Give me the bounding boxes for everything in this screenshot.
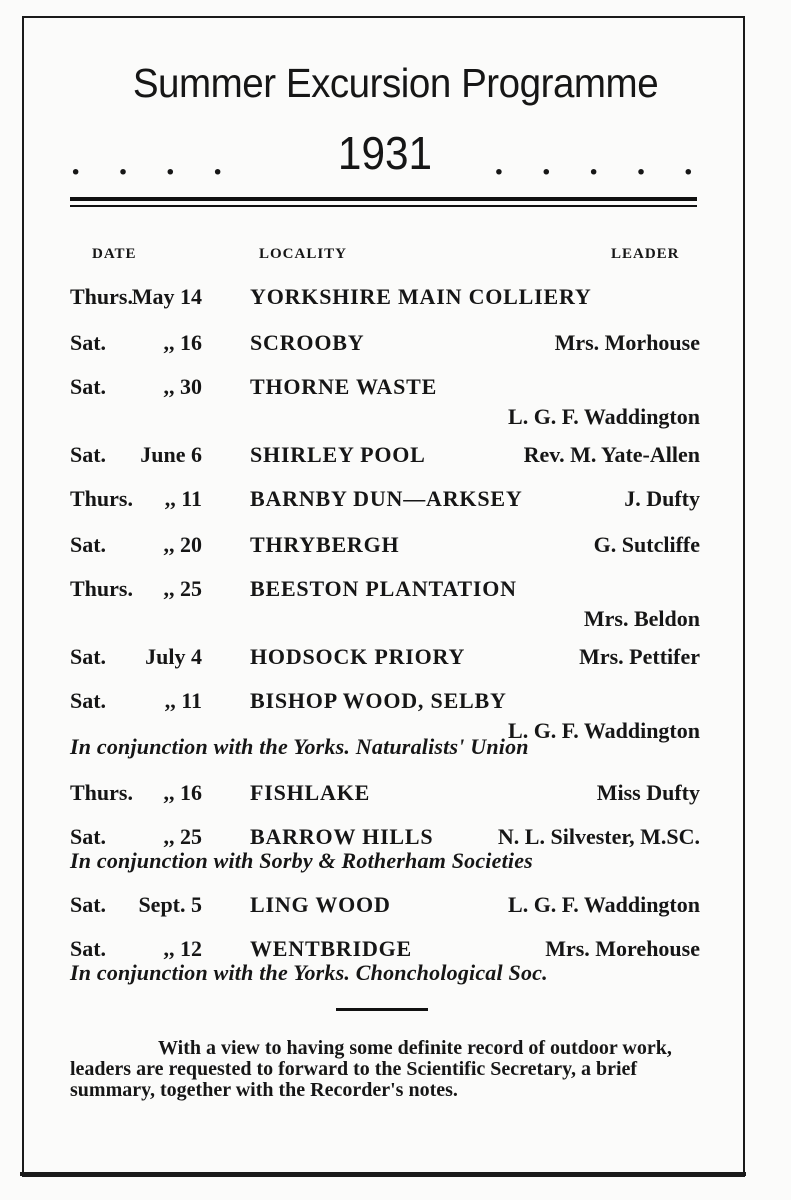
dot-leader-right: ····· — [493, 154, 730, 191]
row-leader: L. G. F. Waddington — [508, 404, 700, 429]
year: 1931 — [337, 127, 433, 179]
row-locality: LING WOOD — [250, 892, 391, 917]
row-day: Thurs. — [70, 780, 133, 805]
row-locality: FISHLAKE — [250, 780, 371, 805]
row-locality: BARNBY DUN—ARKSEY — [250, 486, 523, 511]
row-date: May 14 — [131, 284, 202, 309]
row-locality: WENTBRIDGE — [250, 936, 413, 961]
row-date: Sept. 5 — [138, 892, 202, 917]
column-header-leader: LEADER — [611, 246, 680, 262]
row-locality: HODSOCK PRIORY — [250, 644, 466, 669]
row-date: ,, 11 — [164, 486, 202, 511]
row-locality: THORNE WASTE — [250, 374, 438, 399]
row-leader: Mrs. Beldon — [583, 606, 700, 631]
row-day: Sat. — [70, 532, 107, 557]
row-leader: Mrs. Pettifer — [579, 644, 700, 669]
row-locality: THRYBERGH — [250, 532, 400, 557]
row-leader: L. G. F. Waddington — [508, 892, 700, 917]
double-rule-top — [70, 197, 697, 201]
row-locality: SHIRLEY POOL — [250, 442, 426, 467]
row-day: Thurs. — [70, 486, 133, 511]
row-date: ,, 25 — [163, 576, 202, 601]
row-leader: Miss Dufty — [596, 780, 700, 805]
year-row — [70, 126, 730, 191]
row-day: Thurs. — [70, 576, 133, 601]
row-day: Sat. — [70, 442, 107, 467]
row-day: Sat. — [70, 644, 107, 669]
bottom-border — [20, 1172, 746, 1176]
row-date: ,, 20 — [163, 532, 202, 557]
row-date: ,, 16 — [163, 330, 202, 355]
row-date: ,, 16 — [163, 780, 202, 805]
section-divider — [336, 1008, 428, 1011]
row-note: In conjunction with the Yorks. Naturalists' Union — [70, 734, 529, 759]
row-leader: Mrs. Morhouse — [554, 330, 700, 355]
row-locality: BISHOP WOOD, SELBY — [250, 688, 507, 713]
row-day: Sat. — [70, 824, 107, 849]
row-date: July 4 — [145, 644, 202, 669]
row-day: Sat. — [70, 374, 107, 399]
row-locality: YORKSHIRE MAIN COLLIERY — [250, 284, 592, 309]
row-date: ,, 12 — [163, 936, 202, 961]
row-date: ,, 11 — [164, 688, 202, 713]
row-day: Sat. — [70, 892, 107, 917]
row-locality: BEESTON PLANTATION — [250, 576, 517, 601]
row-day: Sat. — [70, 330, 107, 355]
column-header-locality: LOCALITY — [259, 246, 348, 262]
footer-note — [70, 1038, 702, 1101]
row-date: ,, 30 — [163, 374, 202, 399]
row-note: In conjunction with the Yorks. Chonchological Soc. — [70, 960, 548, 985]
row-leader: N. L. Silvester, M.SC. — [497, 824, 700, 849]
row-day: Sat. — [70, 688, 107, 713]
row-leader: L. G. F. Waddington — [508, 718, 700, 743]
row-leader: G. Sutcliffe — [593, 532, 700, 557]
row-leader: Rev. M. Yate-Allen — [523, 442, 700, 467]
row-leader: Mrs. Morehouse — [545, 936, 700, 961]
row-day: Sat. — [70, 936, 107, 961]
row-locality: SCROOBY — [250, 330, 365, 355]
row-locality: BARROW HILLS — [250, 824, 434, 849]
footer-text: With a view to having some definite record of outdoor work, leaders are requested to forward to the Scientific Secretary, a brief summary, together with the Recorder's notes. — [70, 1037, 672, 1101]
dot-leader-left: ···· — [70, 154, 260, 191]
row-date: June 6 — [140, 442, 202, 467]
row-note: In conjunction with Sorby & Rotherham Societies — [70, 848, 533, 873]
page-title: Summer Excursion Programme — [132, 60, 659, 106]
row-day: Thurs. — [70, 284, 133, 309]
row-leader: J. Dufty — [624, 486, 700, 511]
double-rule-bottom — [70, 205, 697, 207]
row-date: ,, 25 — [163, 824, 202, 849]
column-header-date: DATE — [92, 246, 137, 262]
